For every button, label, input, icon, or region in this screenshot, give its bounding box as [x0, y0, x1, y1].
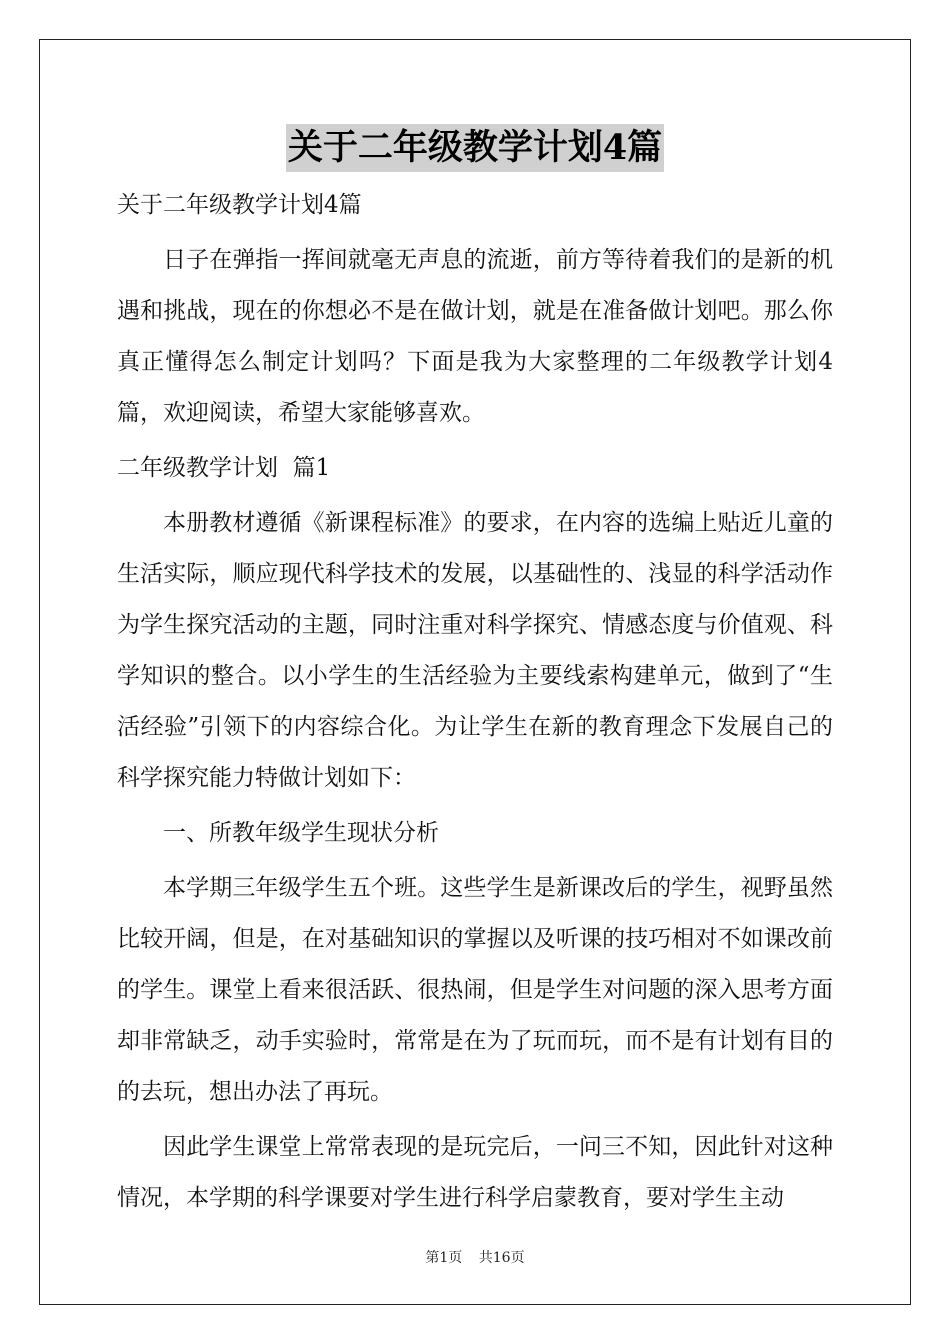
subheading-student-analysis: 一、所教年级学生现状分析 — [163, 820, 439, 846]
body-paragraph-3: 因此学生课堂上常常表现的是玩完后，一问三不知，因此针对这种情况，本学期的科学课要对学生进行科学启蒙教育，要对学生主动 — [117, 1134, 833, 1211]
document-subtitle: 关于二年级教学计划4篇 — [117, 192, 362, 218]
page-number: 第1页 — [425, 1250, 463, 1266]
page-total: 共16页 — [478, 1250, 525, 1266]
document-title: 关于二年级教学计划4篇 — [286, 124, 664, 172]
document-body — [117, 180, 833, 1224]
body-paragraph-1: 本册教材遵循《新课程标准》的要求，在内容的选编上贴近儿童的生活实际，顺应现代科学技术的发展，以基础性的、浅显的科学活动作为学生探究活动的主题，同时注重对科学探究、情感态度与价值观、科学知识的整合。以小学生的生活经验为主要线索构建单元，做到了“生活经验”引领下的内容综合化。为让学生在新的教育理念下发展自己的科学探究能力特做计划如下： — [117, 510, 833, 791]
body-paragraph-2: 本学期三年级学生五个班。这些学生是新课改后的学生，视野虽然比较开阔，但是，在对基础知识的掌握以及听课的技巧相对不如课改前的学生。课堂上看来很活跃、很热闹，但是学生对问题的深入思考方面却非常缺乏，动手实验时，常常是在为了玩而玩，而不是有计划有目的的去玩，想出办法了再玩。 — [117, 875, 833, 1105]
intro-paragraph: 日子在弹指一挥间就毫无声息的流逝，前方等待着我们的是新的机遇和挑战，现在的你想必不是在做计划，就是在准备做计划吧。那么你真正懂得怎么制定计划吗？下面是我为大家整理的二年级教学计划4篇，欢迎阅读，希望大家能够喜欢。 — [117, 247, 833, 426]
page-footer — [0, 1247, 950, 1267]
section-heading: 二年级教学计划 篇1 — [117, 455, 331, 481]
title-wrap — [0, 124, 950, 172]
